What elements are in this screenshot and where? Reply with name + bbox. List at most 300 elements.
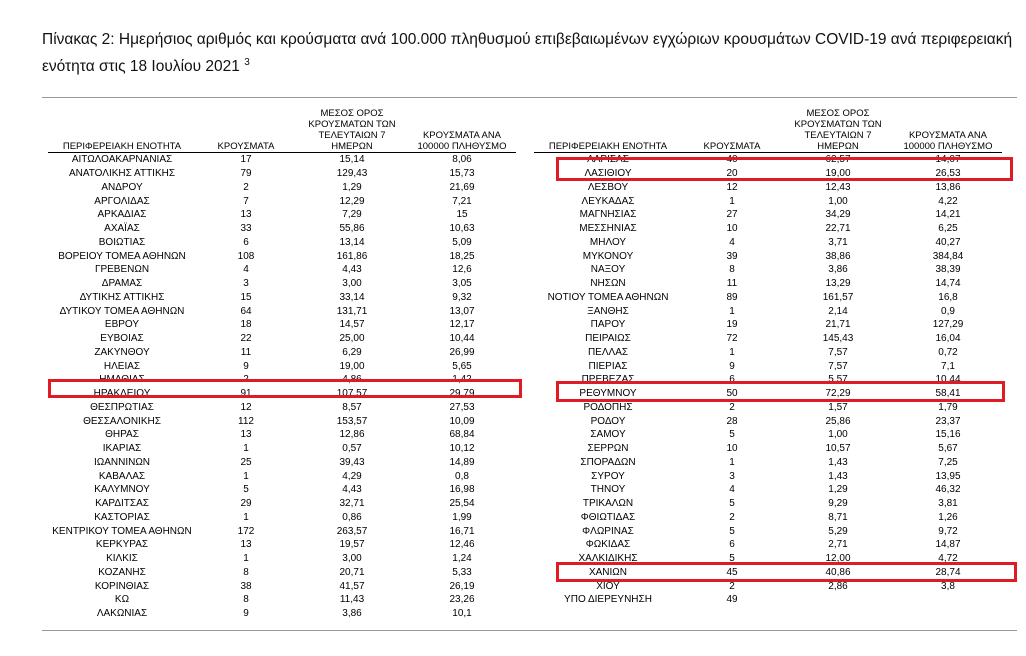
cases-cell: 1 bbox=[243, 443, 249, 455]
avg7-cell: 13,14 bbox=[339, 236, 365, 248]
cases-cell: 1 bbox=[729, 305, 735, 317]
avg7-cell: 4,29 bbox=[342, 470, 362, 482]
left-table-row bbox=[48, 607, 516, 621]
cases-cell: 3 bbox=[243, 278, 249, 290]
avg7-cell: 22,71 bbox=[825, 223, 851, 235]
left-header-avg7: ΜΕΣΟΣ ΟΡΟΣ ΚΡΟΥΣΜΑΤΩΝ ΤΩΝ ΤΕΛΕΥΤΑΙΩΝ 7 ΗΜΕΡΩΝ bbox=[296, 108, 408, 153]
region-cell: ΚΟΡΙΝΘΙΑΣ bbox=[94, 580, 150, 592]
avg7-cell: 3,86 bbox=[342, 608, 362, 620]
left-table-row bbox=[48, 208, 516, 222]
region-cell: ΠΙΕΡΙΑΣ bbox=[588, 360, 628, 372]
per100k-cell: 127,29 bbox=[932, 319, 964, 331]
region-cell: ΗΜΑΘΙΑΣ bbox=[99, 374, 145, 386]
per100k-cell: 0,72 bbox=[938, 346, 958, 358]
region-cell: ΚΑΒΑΛΑΣ bbox=[98, 470, 146, 482]
avg7-cell: 4,43 bbox=[342, 264, 362, 276]
per100k-cell: 9,32 bbox=[452, 291, 472, 303]
avg7-cell: 13,29 bbox=[825, 278, 851, 290]
cases-cell: 12 bbox=[240, 401, 252, 413]
cases-cell: 108 bbox=[237, 250, 255, 262]
highlight-box-chania bbox=[556, 562, 1017, 582]
avg7-cell: 11,43 bbox=[339, 594, 365, 606]
cases-cell: 13 bbox=[240, 539, 252, 551]
cases-cell: 6 bbox=[243, 236, 249, 248]
per100k-cell: 0,8 bbox=[455, 470, 469, 482]
cases-cell: 4 bbox=[729, 484, 735, 496]
region-cell: ΕΒΡΟΥ bbox=[104, 319, 140, 331]
region-cell: ΒΟΙΩΤΙΑΣ bbox=[98, 236, 146, 248]
region-cell: ΣΥΡΟΥ bbox=[591, 470, 625, 482]
avg7-cell: 38,86 bbox=[825, 250, 851, 262]
region-cell: ΧΑΛΚΙΔΙΚΗΣ bbox=[578, 553, 638, 565]
avg7-cell: 41,57 bbox=[339, 580, 365, 592]
avg7-cell: 39,43 bbox=[339, 456, 365, 468]
cases-cell: 9 bbox=[729, 360, 735, 372]
region-cell: ΘΕΣΠΡΩΤΙΑΣ bbox=[90, 401, 154, 413]
avg7-cell: 1,43 bbox=[828, 470, 848, 482]
left-table-row bbox=[48, 194, 516, 208]
right-table-row bbox=[534, 359, 1002, 373]
left-table-row bbox=[48, 181, 516, 195]
avg7-cell: 263,57 bbox=[336, 525, 368, 537]
region-cell: ΑΡΚΑΔΙΑΣ bbox=[97, 209, 147, 221]
region-cell: ΚΟΖΑΝΗΣ bbox=[98, 566, 146, 578]
right-table-body bbox=[534, 153, 1002, 607]
per100k-cell: 12,17 bbox=[449, 319, 475, 331]
cases-cell: 11 bbox=[726, 278, 738, 290]
region-cell: ΡΟΔΟΥ bbox=[590, 415, 626, 427]
left-table-row bbox=[48, 469, 516, 483]
right-table-row bbox=[534, 469, 1002, 483]
right-table-row bbox=[534, 483, 1002, 497]
region-cell: ΣΕΡΡΩΝ bbox=[587, 443, 629, 455]
per100k-cell: 10,44 bbox=[449, 333, 475, 345]
per100k-cell: 10,1 bbox=[452, 608, 472, 620]
region-cell: ΤΡΙΚΑΛΩΝ bbox=[582, 498, 634, 510]
region-cell: ΙΚΑΡΙΑΣ bbox=[102, 443, 142, 455]
cases-cell: 72 bbox=[726, 333, 738, 345]
avg7-cell: 3,71 bbox=[828, 236, 848, 248]
cases-cell: 2 bbox=[729, 580, 735, 592]
region-cell: ΗΡΑΚΛΕΙΟΥ bbox=[93, 388, 151, 400]
per100k-cell: 26,99 bbox=[449, 346, 475, 358]
right-table-row bbox=[534, 222, 1002, 236]
avg7-cell: 14,57 bbox=[339, 319, 365, 331]
cases-cell: 1 bbox=[243, 470, 249, 482]
per100k-cell: 10,12 bbox=[449, 443, 475, 455]
right-table-row bbox=[534, 263, 1002, 277]
per100k-cell: 46,32 bbox=[935, 484, 961, 496]
left-table-row bbox=[48, 263, 516, 277]
avg7-cell: 1,00 bbox=[828, 195, 848, 207]
region-cell: ΦΩΚΙΔΑΣ bbox=[585, 539, 631, 551]
region-cell: ΙΩΑΝΝΙΝΩΝ bbox=[93, 456, 151, 468]
per100k-cell: 14,89 bbox=[449, 456, 475, 468]
region-cell: ΔΥΤΙΚΗΣ ΑΤΤΙΚΗΣ bbox=[79, 291, 165, 303]
avg7-cell: 107,57 bbox=[336, 388, 368, 400]
per100k-cell: 7,1 bbox=[941, 360, 955, 372]
per100k-cell: 25,54 bbox=[449, 498, 475, 510]
cases-cell: 7 bbox=[243, 195, 249, 207]
per100k-cell: 384,84 bbox=[932, 250, 964, 262]
avg7-cell: 62,57 bbox=[825, 154, 851, 166]
cases-cell: 3 bbox=[729, 470, 735, 482]
avg7-cell: 32,71 bbox=[339, 498, 365, 510]
caption-footnote: 3 bbox=[244, 57, 250, 68]
region-cell: ΕΥΒΟΙΑΣ bbox=[100, 333, 144, 345]
right-table-row bbox=[534, 593, 1002, 607]
per100k-cell: 3,81 bbox=[938, 498, 958, 510]
per100k-cell: 5,65 bbox=[452, 360, 472, 372]
avg7-cell: 19,00 bbox=[825, 168, 851, 180]
avg7-cell: 20,71 bbox=[339, 566, 365, 578]
avg7-cell: 34,29 bbox=[825, 209, 851, 221]
left-table-row bbox=[48, 277, 516, 291]
per100k-cell: 26,53 bbox=[935, 168, 961, 180]
cases-cell: 1 bbox=[243, 511, 249, 523]
per100k-cell: 10,63 bbox=[449, 223, 475, 235]
cases-cell: 8 bbox=[729, 264, 735, 276]
right-table-row bbox=[534, 497, 1002, 511]
avg7-cell: 10,57 bbox=[825, 443, 851, 455]
region-cell: ΚΕΝΤΡΙΚΟΥ ΤΟΜΕΑ ΑΘΗΝΩΝ bbox=[52, 525, 192, 537]
cases-cell: 64 bbox=[240, 305, 252, 317]
cases-cell: 1 bbox=[729, 346, 735, 358]
avg7-cell: 8,57 bbox=[342, 401, 362, 413]
avg7-cell: 21,71 bbox=[825, 319, 851, 331]
right-table-row bbox=[534, 442, 1002, 456]
cases-cell: 89 bbox=[726, 291, 738, 303]
region-cell: ΔΥΤΙΚΟΥ ΤΟΜΕΑ ΑΘΗΝΩΝ bbox=[59, 305, 185, 317]
caption-text: Πίνακας 2: Ημερήσιος αριθμός και κρούσματα ανά 100.000 πληθυσμού επιβεβαιωμένων εγχώριων κρουσμάτων COVID-19 ανά περιφερειακή ενότητα στις 18 Ιουλίου 2021 bbox=[42, 31, 1013, 76]
left-table-row bbox=[48, 249, 516, 263]
region-cell: ΤΗΝΟΥ bbox=[590, 484, 626, 496]
cases-cell: 11 bbox=[240, 346, 252, 358]
avg7-cell: 12,86 bbox=[339, 429, 365, 441]
highlight-box-rethymno bbox=[556, 381, 1005, 402]
cases-cell: 1 bbox=[243, 553, 249, 565]
avg7-cell: 12,29 bbox=[339, 195, 365, 207]
cases-cell: 5 bbox=[729, 429, 735, 441]
right-table-row bbox=[534, 208, 1002, 222]
cases-cell: 2 bbox=[729, 401, 735, 413]
cases-cell: 4 bbox=[729, 236, 735, 248]
cases-cell: 4 bbox=[243, 264, 249, 276]
right-table-row bbox=[534, 346, 1002, 360]
cases-cell: 5 bbox=[729, 553, 735, 565]
left-header-cases: ΚΡΟΥΣΜΑΤΑ bbox=[196, 108, 296, 153]
region-cell: ΑΡΓΟΛΙΔΑΣ bbox=[94, 195, 150, 207]
cases-cell: 10 bbox=[726, 443, 738, 455]
left-table-row bbox=[48, 318, 516, 332]
right-table-row bbox=[534, 181, 1002, 195]
cases-cell: 15 bbox=[240, 291, 252, 303]
avg7-cell: 1,43 bbox=[828, 456, 848, 468]
per100k-cell: 12,6 bbox=[452, 264, 472, 276]
avg7-cell: 12,00 bbox=[825, 553, 851, 565]
region-cell: ΚΑΛΥΜΝΟΥ bbox=[94, 484, 150, 496]
per100k-cell: 23,37 bbox=[935, 415, 961, 427]
region-cell: ΠΡΕΒΕΖΑΣ bbox=[581, 374, 635, 386]
region-cell: ΡΟΔΟΠΗΣ bbox=[583, 401, 633, 413]
left-header-per100k: ΚΡΟΥΣΜΑΤΑ ΑΝΑ 100000 ΠΛΗΘΥΣΜΟ bbox=[408, 108, 516, 153]
left-table-row bbox=[48, 497, 516, 511]
avg7-cell: 7,57 bbox=[828, 346, 848, 358]
per100k-cell: 28,74 bbox=[935, 566, 961, 578]
region-cell: ΑΧΑΪΑΣ bbox=[104, 223, 140, 235]
avg7-cell: 12,43 bbox=[825, 181, 851, 193]
per100k-cell: 13,07 bbox=[449, 305, 475, 317]
avg7-cell: 15,14 bbox=[339, 154, 365, 166]
avg7-cell: 5,57 bbox=[828, 374, 848, 386]
avg7-cell: 25,86 bbox=[825, 415, 851, 427]
per100k-cell: 40,27 bbox=[935, 236, 961, 248]
top-rule bbox=[42, 97, 1017, 98]
cases-cell: 91 bbox=[240, 388, 252, 400]
per100k-cell: 10,09 bbox=[449, 415, 475, 427]
right-table-row bbox=[534, 538, 1002, 552]
cases-cell: 38 bbox=[240, 580, 252, 592]
avg7-cell: 0,86 bbox=[342, 511, 362, 523]
avg7-cell: 153,57 bbox=[336, 415, 368, 427]
region-cell: ΛΕΥΚΑΔΑΣ bbox=[581, 195, 635, 207]
region-cell: ΚΑΡΔΙΤΣΑΣ bbox=[95, 498, 149, 510]
right-table-row bbox=[534, 318, 1002, 332]
per100k-cell: 14,87 bbox=[935, 539, 961, 551]
right-table bbox=[534, 108, 1002, 607]
right-table-row bbox=[534, 456, 1002, 470]
per100k-cell: 5,09 bbox=[452, 236, 472, 248]
right-table-row bbox=[534, 332, 1002, 346]
region-cell: ΘΗΡΑΣ bbox=[105, 429, 139, 441]
cases-cell: 39 bbox=[726, 250, 738, 262]
avg7-cell: 5,29 bbox=[828, 525, 848, 537]
per100k-cell: 58,41 bbox=[935, 388, 961, 400]
right-header-row bbox=[534, 108, 1002, 153]
cases-cell: 40 bbox=[726, 154, 738, 166]
cases-cell: 29 bbox=[240, 498, 252, 510]
avg7-cell: 25,00 bbox=[339, 333, 365, 345]
region-cell: ΒΟΡΕΙΟΥ ΤΟΜΕΑ ΑΘΗΝΩΝ bbox=[58, 250, 186, 262]
region-cell: ΛΑΡΙΣΑΣ bbox=[587, 154, 629, 166]
cases-cell: 17 bbox=[240, 154, 252, 166]
left-header-region: ΠΕΡΙΦΕΡΕΙΑΚΗ ΕΝΟΤΗΤΑ bbox=[48, 108, 196, 153]
region-cell: ΚΙΛΚΙΣ bbox=[106, 553, 138, 565]
right-table-row bbox=[534, 524, 1002, 538]
cases-cell: 5 bbox=[729, 498, 735, 510]
left-table-row bbox=[48, 304, 516, 318]
per100k-cell: 13,86 bbox=[935, 181, 961, 193]
left-table-row bbox=[48, 538, 516, 552]
per100k-cell: 0,9 bbox=[941, 305, 955, 317]
region-cell: ΝΗΣΩΝ bbox=[590, 278, 626, 290]
per100k-cell: 8,06 bbox=[452, 154, 472, 166]
cases-cell: 1 bbox=[729, 456, 735, 468]
region-cell: ΦΘΙΩΤΙΔΑΣ bbox=[580, 511, 636, 523]
avg7-cell: 0,57 bbox=[342, 443, 362, 455]
per100k-cell: 16,98 bbox=[449, 484, 475, 496]
region-cell: ΚΑΣΤΟΡΙΑΣ bbox=[94, 511, 150, 523]
per100k-cell: 14,74 bbox=[935, 278, 961, 290]
per100k-cell: 1,24 bbox=[452, 553, 472, 565]
per100k-cell bbox=[894, 593, 1002, 607]
cases-cell: 33 bbox=[240, 223, 252, 235]
per100k-cell: 29,79 bbox=[449, 388, 475, 400]
per100k-cell: 15,16 bbox=[935, 429, 961, 441]
left-table-row bbox=[48, 167, 516, 181]
cases-cell: 6 bbox=[729, 374, 735, 386]
avg7-cell: 2,86 bbox=[828, 580, 848, 592]
right-table-row bbox=[534, 236, 1002, 250]
region-cell: ΖΑΚΥΝΘΟΥ bbox=[94, 346, 150, 358]
cases-cell: 172 bbox=[237, 525, 255, 537]
left-table-row bbox=[48, 291, 516, 305]
per100k-cell: 3,8 bbox=[941, 580, 955, 592]
per100k-cell: 3,05 bbox=[452, 278, 472, 290]
cases-cell: 9 bbox=[243, 608, 249, 620]
cases-cell: 9 bbox=[243, 360, 249, 372]
region-cell: ΝΟΤΙΟΥ ΤΟΜΕΑ ΑΘΗΝΩΝ bbox=[547, 291, 669, 303]
per100k-cell: 38,39 bbox=[935, 264, 961, 276]
left-table-row bbox=[48, 222, 516, 236]
avg7-cell: 7,29 bbox=[342, 209, 362, 221]
left-table-row bbox=[48, 511, 516, 525]
right-table-row bbox=[534, 511, 1002, 525]
per100k-cell: 1,42 bbox=[452, 374, 472, 386]
cases-cell: 25 bbox=[240, 456, 252, 468]
left-table-row bbox=[48, 442, 516, 456]
per100k-cell: 7,21 bbox=[452, 195, 472, 207]
left-table-row bbox=[48, 346, 516, 360]
cases-cell: 13 bbox=[240, 429, 252, 441]
region-cell: ΘΕΣΣΑΛΟΝΙΚΗΣ bbox=[83, 415, 161, 427]
avg7-cell: 3,00 bbox=[342, 278, 362, 290]
cases-cell: 6 bbox=[729, 539, 735, 551]
region-cell: ΑΝΑΤΟΛΙΚΗΣ ΑΤΤΙΚΗΣ bbox=[68, 168, 176, 180]
cases-cell: 112 bbox=[238, 415, 254, 427]
cases-cell: 5 bbox=[729, 525, 735, 537]
cases-cell: 45 bbox=[726, 566, 738, 578]
avg7-cell: 19,57 bbox=[339, 539, 365, 551]
avg7-cell: 129,43 bbox=[336, 168, 368, 180]
per100k-cell: 26,19 bbox=[449, 580, 475, 592]
per100k-cell: 27,53 bbox=[449, 401, 475, 413]
avg7-cell: 161,86 bbox=[336, 250, 368, 262]
cases-cell: 2 bbox=[243, 374, 249, 386]
region-cell: ΣΠΟΡΑΔΩΝ bbox=[580, 456, 636, 468]
per100k-cell: 7,25 bbox=[938, 456, 958, 468]
left-table-row bbox=[48, 153, 516, 167]
cases-cell: 5 bbox=[243, 484, 249, 496]
per100k-cell: 12,46 bbox=[449, 539, 475, 551]
cases-cell: 20 bbox=[726, 168, 738, 180]
cases-cell: 2 bbox=[729, 511, 735, 523]
left-table-row bbox=[48, 332, 516, 346]
region-cell: ΦΛΩΡΙΝΑΣ bbox=[582, 525, 634, 537]
right-header-per100k: ΚΡΟΥΣΜΑΤΑ ΑΝΑ 100000 ΠΛΗΘΥΣΜΟ bbox=[894, 108, 1002, 153]
right-header-cases: ΚΡΟΥΣΜΑΤΑ bbox=[682, 108, 782, 153]
per100k-cell: 5,33 bbox=[452, 566, 472, 578]
avg7-cell: 72,29 bbox=[825, 388, 851, 400]
region-cell: ΝΑΞΟΥ bbox=[590, 264, 626, 276]
avg7-cell: 8,71 bbox=[828, 511, 848, 523]
region-cell: ΚΩ bbox=[114, 594, 130, 606]
avg7-cell: 7,57 bbox=[828, 360, 848, 372]
per100k-cell: 14,21 bbox=[935, 209, 961, 221]
region-cell: ΣΑΜΟΥ bbox=[590, 429, 626, 441]
left-table bbox=[48, 108, 516, 621]
region-cell: ΥΠΟ ΔΙΕΡΕΥΝΗΣΗ bbox=[564, 594, 652, 606]
region-cell: ΛΕΣΒΟΥ bbox=[587, 181, 629, 193]
avg7-cell: 2,14 bbox=[828, 305, 848, 317]
per100k-cell: 10,44 bbox=[935, 374, 961, 386]
per100k-cell: 16,04 bbox=[935, 333, 961, 345]
avg7-cell: 131,71 bbox=[336, 305, 368, 317]
cases-cell: 8 bbox=[243, 594, 249, 606]
right-table-row bbox=[534, 401, 1002, 415]
cases-cell: 10 bbox=[726, 223, 738, 235]
per100k-cell: 21,69 bbox=[449, 181, 475, 193]
right-table-row bbox=[534, 277, 1002, 291]
avg7-cell: 1,29 bbox=[342, 181, 362, 193]
per100k-cell: 18,25 bbox=[449, 250, 475, 262]
region-cell: ΔΡΑΜΑΣ bbox=[101, 278, 143, 290]
right-table-row bbox=[534, 428, 1002, 442]
region-cell: ΚΕΡΚΥΡΑΣ bbox=[95, 539, 149, 551]
cases-cell: 28 bbox=[726, 415, 738, 427]
avg7-cell: 2,71 bbox=[828, 539, 848, 551]
region-cell: ΜΕΣΣΗΝΙΑΣ bbox=[579, 223, 637, 235]
cases-cell: 22 bbox=[240, 333, 252, 345]
region-cell: ΗΛΕΙΑΣ bbox=[103, 360, 141, 372]
cases-cell: 19 bbox=[726, 319, 738, 331]
left-table-row bbox=[48, 593, 516, 607]
per100k-cell: 16,71 bbox=[449, 525, 475, 537]
avg7-cell: 9,29 bbox=[828, 498, 848, 510]
left-table-row bbox=[48, 359, 516, 373]
avg7-cell: 33,14 bbox=[339, 291, 365, 303]
right-table-row bbox=[534, 249, 1002, 263]
cases-cell: 8 bbox=[243, 566, 249, 578]
left-table-row bbox=[48, 414, 516, 428]
region-cell: ΡΕΘΥΜΝΟΥ bbox=[579, 388, 637, 400]
right-header-avg7: ΜΕΣΟΣ ΟΡΟΣ ΚΡΟΥΣΜΑΤΩΝ ΤΩΝ ΤΕΛΕΥΤΑΙΩΝ 7 ΗΜΕΡΩΝ bbox=[782, 108, 894, 153]
bottom-rule bbox=[42, 630, 1017, 631]
region-cell: ΛΑΚΩΝΙΑΣ bbox=[96, 608, 148, 620]
region-cell: ΓΡΕΒΕΝΩΝ bbox=[94, 264, 150, 276]
region-cell: ΜΗΛΟΥ bbox=[589, 236, 627, 248]
avg7-cell: 3,86 bbox=[828, 264, 848, 276]
left-table-row bbox=[48, 524, 516, 538]
avg7-cell: 19,00 bbox=[339, 360, 365, 372]
per100k-cell: 4,72 bbox=[938, 553, 958, 565]
left-table-row bbox=[48, 579, 516, 593]
highlight-box-heraklion bbox=[48, 379, 522, 398]
per100k-cell: 1,26 bbox=[938, 511, 958, 523]
left-table-row bbox=[48, 483, 516, 497]
left-table-row bbox=[48, 428, 516, 442]
cases-cell: 13 bbox=[240, 209, 252, 221]
left-table-row bbox=[48, 236, 516, 250]
avg7-cell: 145,43 bbox=[822, 333, 854, 345]
cases-cell: 12 bbox=[726, 181, 738, 193]
cases-cell: 2 bbox=[243, 181, 249, 193]
region-cell: ΜΑΓΝΗΣΙΑΣ bbox=[579, 209, 637, 221]
region-cell: ΑΙΤΩΛΟΑΚΑΡΝΑΝΙΑΣ bbox=[71, 154, 173, 166]
per100k-cell: 4,22 bbox=[938, 195, 958, 207]
left-header-row bbox=[48, 108, 516, 153]
avg7-cell: 6,29 bbox=[342, 346, 362, 358]
